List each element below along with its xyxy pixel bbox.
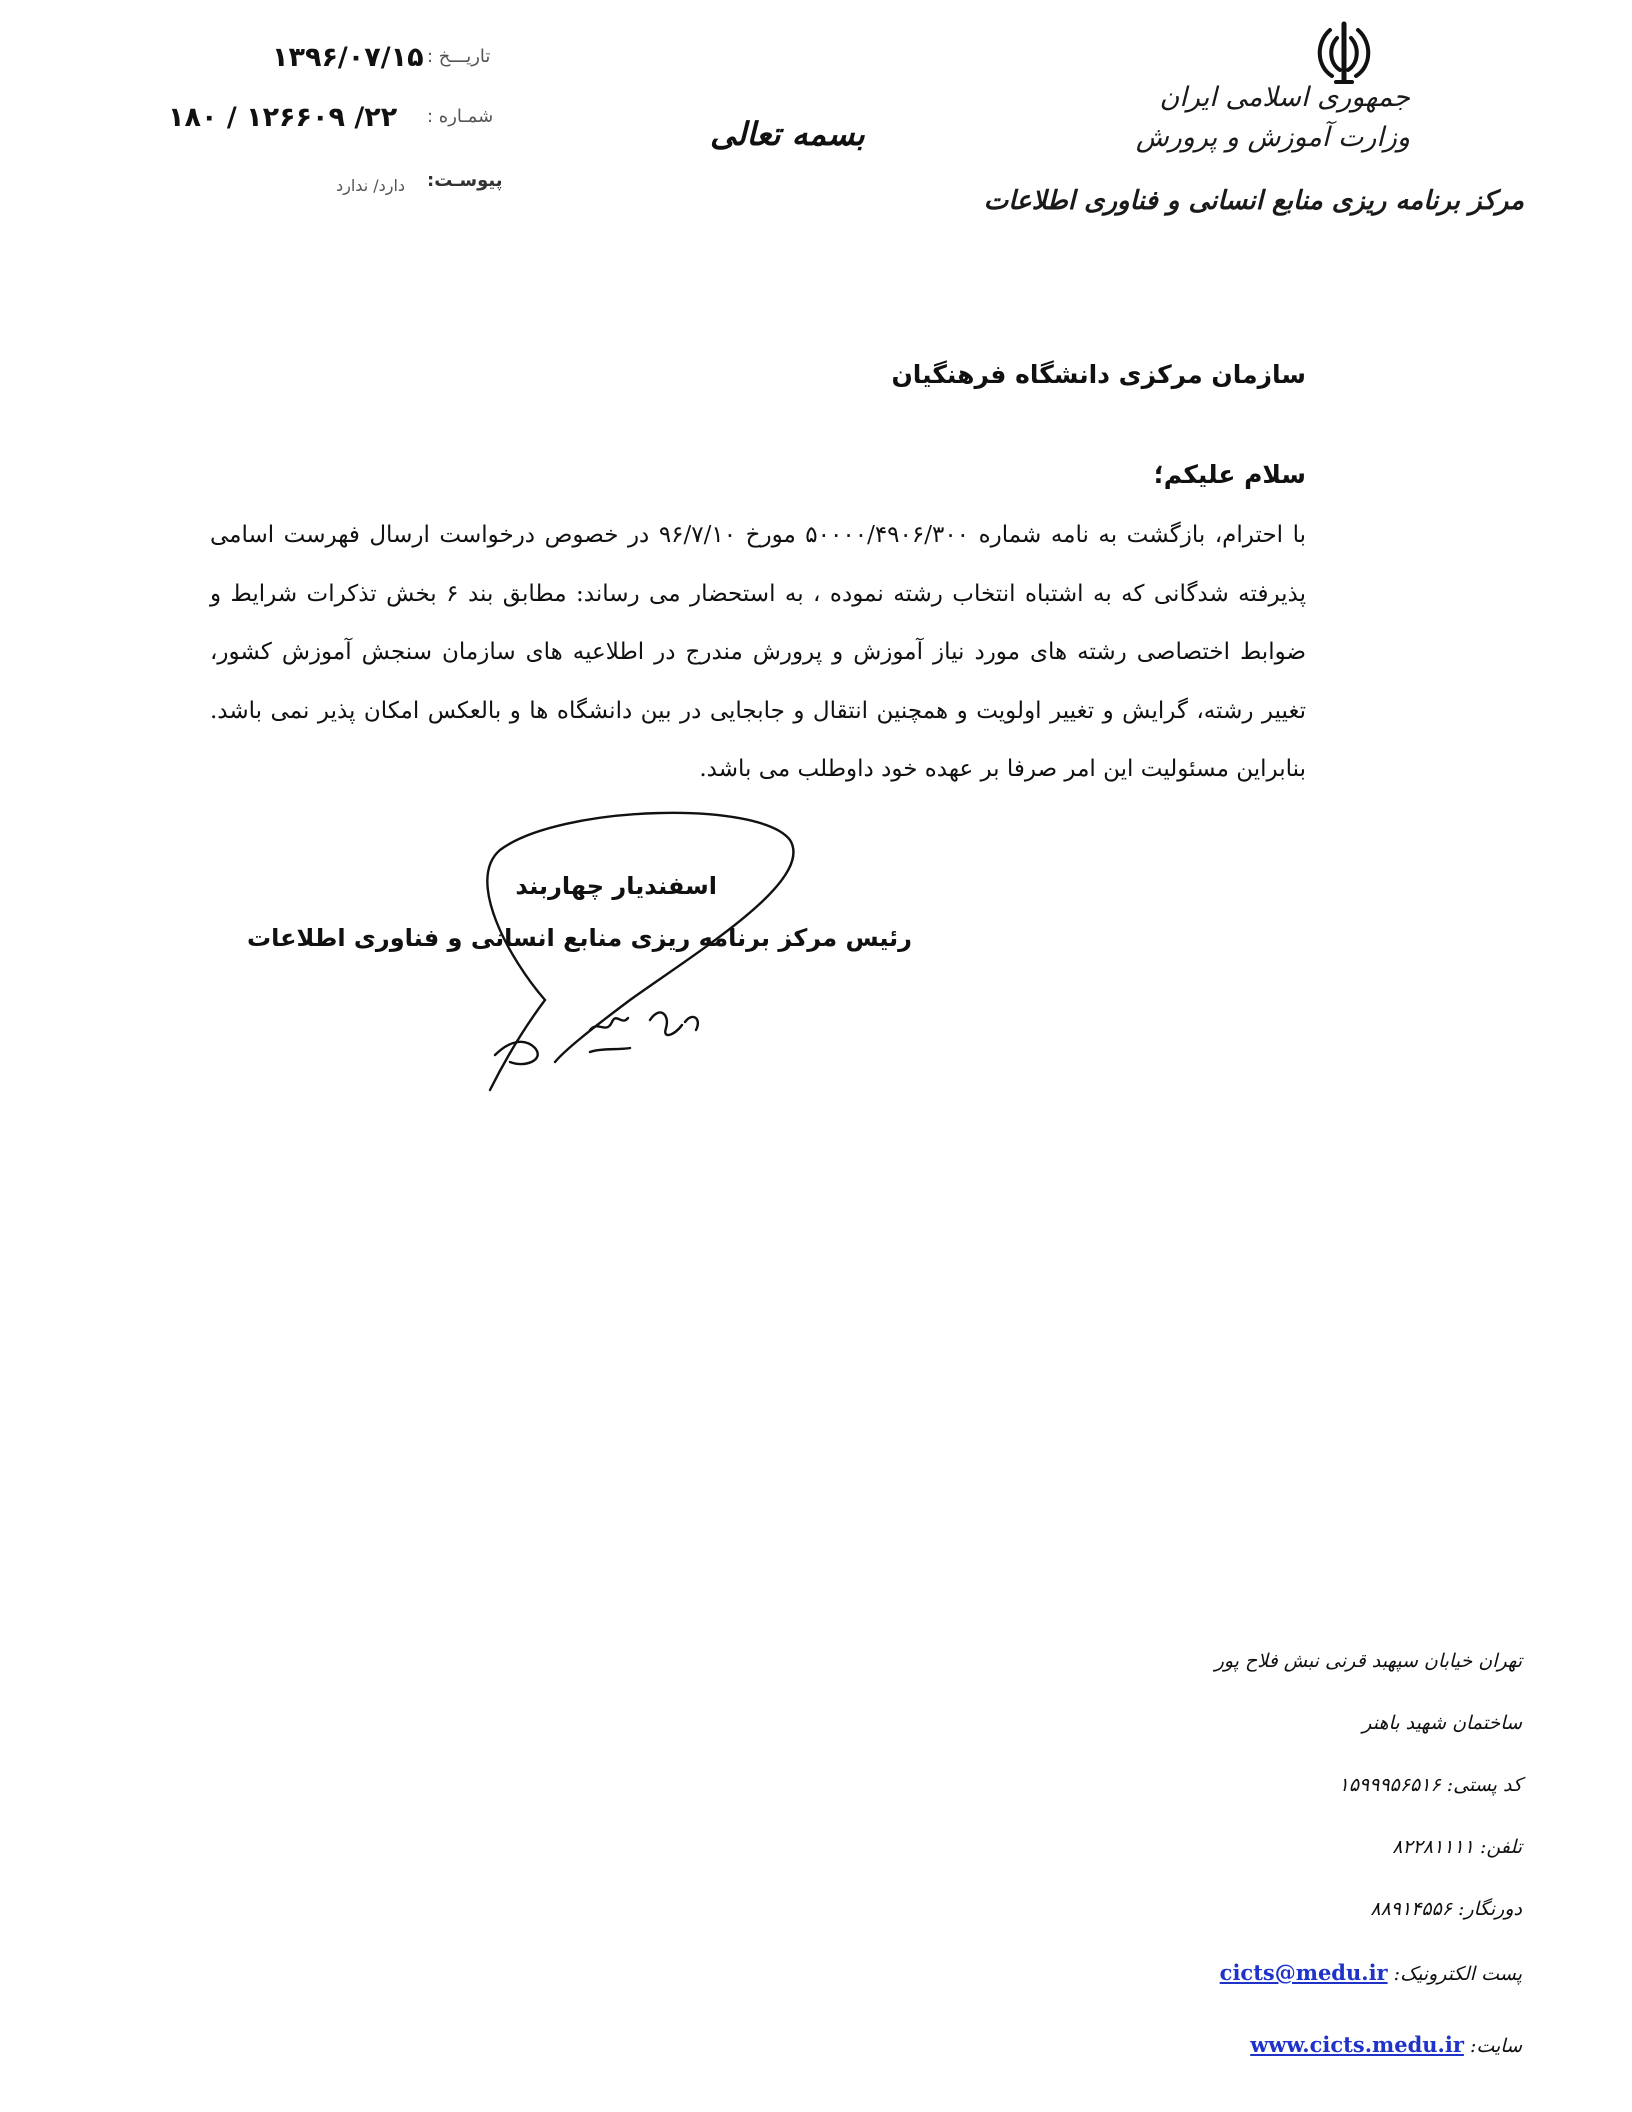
organization-name: مرکز برنامه ریزی منابع انسانی و فناوری اطلاعات (983, 186, 1524, 216)
footer-phone: تلفن: ۸۲۲۸۱۱۱۱ (1392, 1836, 1522, 1858)
letter-body: با احترام، بازگشت به نامه شماره ۵۰۰۰۰/۴۹۰۶/۳۰۰ مورخ ۹۶/۷/۱۰ در خصوص درخواست ارسال فهرست اسامی پذیرفته شدگانی که به اشتباه انتخاب رشته نموده ، به استحضار می رساند: مطابق بند ۶ بخش تذکرات شرایط و ضوابط اختصاصی رشته های مورد نیاز آموزش و پرورش مندرج در اطلاعیه های سازمان سنجش آموزش کشور، تغییر رشته، گرایش و تغییر اولویت و همچنین انتقال و جابجایی در بین دانشگاه ها و بالعکس امکان پذیر نمی باشد. بنابراین مسئولیت این امر صرفا بر عهده خود داوطلب می باشد. (210, 522, 1307, 782)
attachment-value: دارد/ ندارد (336, 176, 406, 195)
recipient: سازمان مرکزی دانشگاه فرهنگیان (891, 360, 1306, 389)
bismillah-heading: بسمه تعالی (710, 115, 865, 153)
iran-emblem-icon (1310, 18, 1378, 88)
footer-site-link[interactable]: www.cicts.medu.ir (1250, 2032, 1464, 2057)
country-name: جمهوری اسلامی ایران (1159, 82, 1410, 113)
date-value: ۱۳۹۶/۰۷/۱۵ (272, 42, 424, 73)
footer-email-row (1220, 1960, 1522, 1985)
date-label: تاریـــخ : (427, 46, 491, 67)
footer-site-label: سایت: (1469, 2035, 1522, 2057)
attachment-label: پیوسـت: (427, 170, 503, 191)
footer-email-link[interactable]: cicts@medu.ir (1219, 1960, 1388, 1985)
signer-title: رئیس مرکز برنامه ریزی منابع انسانی و فناوری اطلاعات (247, 924, 912, 952)
footer-address-line2: ساختمان شهید باهنر (1362, 1712, 1522, 1734)
ministry-name: وزارت آموزش و پرورش (1135, 122, 1410, 153)
footer-fax: دورنگار: ۸۸۹۱۴۵۵۶ (1370, 1898, 1522, 1920)
footer-site-row (1250, 2032, 1522, 2057)
number-label: شمـاره : (427, 106, 494, 127)
number-value: ۱۸۰ / ۱۲۶۶۰۹ /۲۲ (168, 102, 398, 133)
greeting: سلام علیکم؛ (1153, 460, 1306, 489)
footer-address-line1: تهران خیابان سپهبد قرنی نبش فلاح پور (1214, 1650, 1522, 1672)
footer-postal-code: کد پستی: ۱۵۹۹۹۵۶۵۱۶ (1338, 1774, 1522, 1796)
signer-name: اسفندیار چهاربند (515, 872, 717, 900)
footer-email-label: پست الکترونیک: (1393, 1963, 1522, 1985)
